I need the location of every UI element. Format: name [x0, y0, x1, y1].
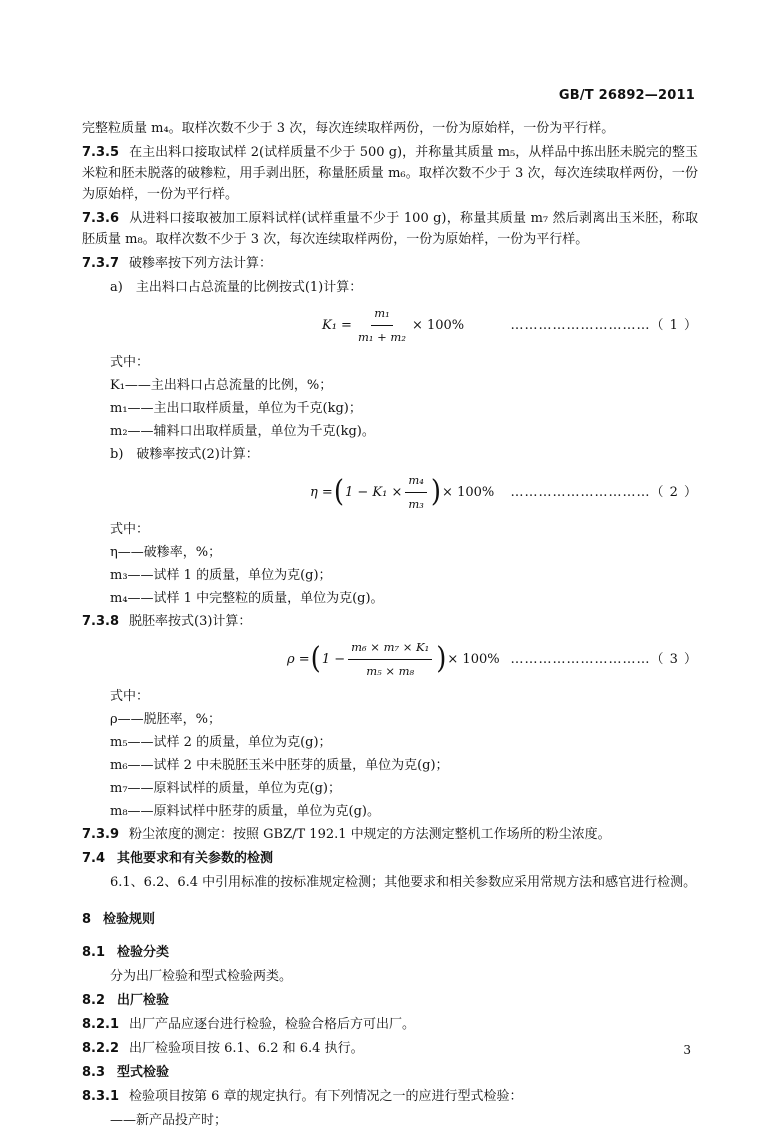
clause-8-2-1 — [82, 1014, 698, 1035]
heading-8 — [82, 909, 698, 930]
formula-number: …………………………（ 2 ） — [510, 485, 698, 500]
formula-lhs: η = — [310, 484, 333, 500]
clause-text: 粉尘浓度的测定：按照 GBZ/T 192.1 中规定的方法测定整机工作场所的粉尘浓度。 — [129, 827, 611, 842]
clause-text: 从进料口接取被加工原料试样(试样重量不少于 100 g)，称量其质量 m₇ 然后剥离出玉米胚，称取胚质量 m₈。取样次数不少于 3 次，每次连续取样两份，一份为原始样，一份为平行样。 — [82, 211, 698, 247]
where-label: 式中： — [110, 355, 150, 370]
clause-number: 7.3.9 — [82, 827, 120, 842]
clause-7-3-7 — [82, 253, 698, 274]
left-parenthesis: ( — [310, 641, 321, 677]
clause-8-2-2 — [82, 1038, 698, 1059]
clause-number: 8.3.1 — [82, 1089, 120, 1104]
formula-prefix: 1 − K₁ × — [344, 484, 403, 500]
fraction — [405, 470, 427, 515]
clause-number: 8.2.2 — [82, 1041, 120, 1056]
formula-tail: × 100% — [442, 484, 495, 500]
clause-7-3-9 — [82, 824, 698, 845]
formula-1-expression — [322, 302, 464, 348]
fraction — [355, 303, 409, 348]
definition-m1: m₁——主出口取样质量，单位为千克(kg)； — [110, 401, 362, 416]
heading-title: 检验规则 — [103, 912, 156, 927]
definition-rho: ρ——脱胚率，%； — [110, 712, 221, 727]
right-parenthesis: ) — [430, 474, 442, 510]
formula-prefix: 1 − — [321, 651, 346, 667]
clause-8-3-1 — [82, 1086, 698, 1107]
clause-number: 7.3.7 — [82, 256, 120, 271]
heading-title: 出厂检验 — [117, 993, 170, 1008]
definition-eta: η——破糁率，%； — [110, 545, 222, 560]
definition-m4: m₄——试样 1 中完整粒的质量，单位为克(g)。 — [110, 591, 384, 606]
clause-number: 7.3.8 — [82, 614, 120, 629]
heading-number: 8 — [82, 912, 92, 927]
clause-text: 脱胚率按式(3)计算： — [129, 614, 252, 629]
fraction-numerator: m₆ × m₇ × K₁ — [348, 637, 432, 660]
formula-3-expression — [287, 636, 500, 682]
dash-list-item: ——新产品投产时； — [110, 1113, 228, 1128]
formula-3 — [82, 636, 698, 682]
formula-2-expression — [310, 469, 494, 515]
right-parenthesis: ) — [436, 641, 447, 677]
clause-text: 在主出料口接取试样 2(试样质量不少于 500 g)，并称量其质量 m₅，从样品中拣出胚未脱完的整玉米粒和胚未脱落的破糁粒，用手剥出胚，称量胚质量 m₆。取样次数不少于 3 次，每次连续取样两份，一份为原始样，一份为平行样。 — [82, 145, 698, 202]
fraction-numerator: m₄ — [405, 470, 427, 493]
definition-m2: m₂——辅料口出取样质量，单位为千克(kg)。 — [110, 424, 375, 439]
formula-tail: × 100% — [411, 317, 465, 333]
formula-tail: × 100% — [447, 651, 500, 667]
document-body — [82, 118, 698, 1134]
paragraph-8-1: 分为出厂检验和型式检验两类。 — [110, 969, 293, 984]
formula-lhs: K₁ = — [322, 317, 352, 333]
fraction-denominator: m₅ × m₈ — [366, 663, 415, 678]
definition-m8: m₈——原料试样中胚芽的质量，单位为克(g)。 — [110, 804, 381, 819]
heading-8-1 — [82, 942, 698, 963]
clause-text: 检验项目按第 6 章的规定执行。有下列情况之一的应进行型式检验： — [129, 1089, 523, 1104]
list-item-b: b) 破糁率按式(2)计算： — [110, 447, 259, 462]
page-number: 3 — [683, 1043, 691, 1057]
list-item-a: a) 主出料口占总流量的比例按式(1)计算： — [110, 280, 363, 295]
definition-m5: m₅——试样 2 的质量，单位为克(g)； — [110, 735, 332, 750]
definition-m6: m₆——试样 2 中未脱胚玉米中胚芽的质量，单位为克(g)； — [110, 758, 449, 773]
heading-title: 检验分类 — [117, 945, 170, 960]
definition-m7: m₇——原料试样的质量，单位为克(g)； — [110, 781, 342, 796]
fraction — [348, 637, 432, 682]
clause-number: 7.3.5 — [82, 145, 120, 160]
paragraph-7-4: 6.1、6.2、6.4 中引用标准的按标准规定检测；其他要求和相关参数应采用常规方法和感官进行检测。 — [110, 875, 697, 890]
clause-number: 8.2.1 — [82, 1017, 120, 1032]
formula-number: …………………………（ 1 ） — [510, 318, 698, 333]
heading-8-2 — [82, 990, 698, 1011]
clause-number: 7.3.6 — [82, 211, 120, 226]
definition-m3: m₃——试样 1 的质量，单位为克(g)； — [110, 568, 332, 583]
clause-text: 出厂产品应逐台进行检验，检验合格后方可出厂。 — [129, 1017, 416, 1032]
definition-k1: K₁——主出料口占总流量的比例，%； — [110, 378, 333, 393]
standard-code-header: GB/T 26892—2011 — [558, 88, 695, 103]
formula-2 — [82, 469, 698, 515]
heading-number: 7.4 — [82, 851, 106, 866]
clause-7-3-8 — [82, 611, 698, 632]
clause-7-3-6 — [82, 208, 698, 250]
variable-definitions-2 — [82, 519, 698, 609]
where-label: 式中： — [110, 522, 150, 537]
formula-lhs: ρ = — [287, 651, 310, 667]
formula-1 — [82, 302, 698, 348]
fraction-numerator: m₁ — [371, 303, 393, 326]
variable-definitions-3 — [82, 686, 698, 822]
left-parenthesis: ( — [333, 474, 344, 510]
heading-number: 8.1 — [82, 945, 106, 960]
clause-7-3-5 — [82, 142, 698, 205]
formula-number: …………………………（ 3 ） — [510, 652, 698, 667]
heading-7-4 — [82, 848, 698, 869]
heading-number: 8.2 — [82, 993, 106, 1008]
fraction-denominator: m₁ + m₂ — [357, 329, 406, 344]
heading-8-3 — [82, 1062, 698, 1083]
variable-definitions-1 — [82, 352, 698, 442]
clause-text: 破糁率按下列方法计算： — [129, 256, 273, 271]
paragraph-7-3-4-continued: 完整粒质量 m₄。取样次数不少于 3 次，每次连续取样两份，一份为原始样，一份为平行样。 — [82, 121, 615, 136]
heading-title: 型式检验 — [117, 1065, 170, 1080]
clause-text: 出厂检验项目按 6.1、6.2 和 6.4 执行。 — [129, 1041, 364, 1056]
heading-title: 其他要求和有关参数的检测 — [117, 851, 274, 866]
fraction-denominator: m₃ — [408, 496, 424, 511]
heading-number: 8.3 — [82, 1065, 106, 1080]
where-label: 式中： — [110, 689, 150, 704]
